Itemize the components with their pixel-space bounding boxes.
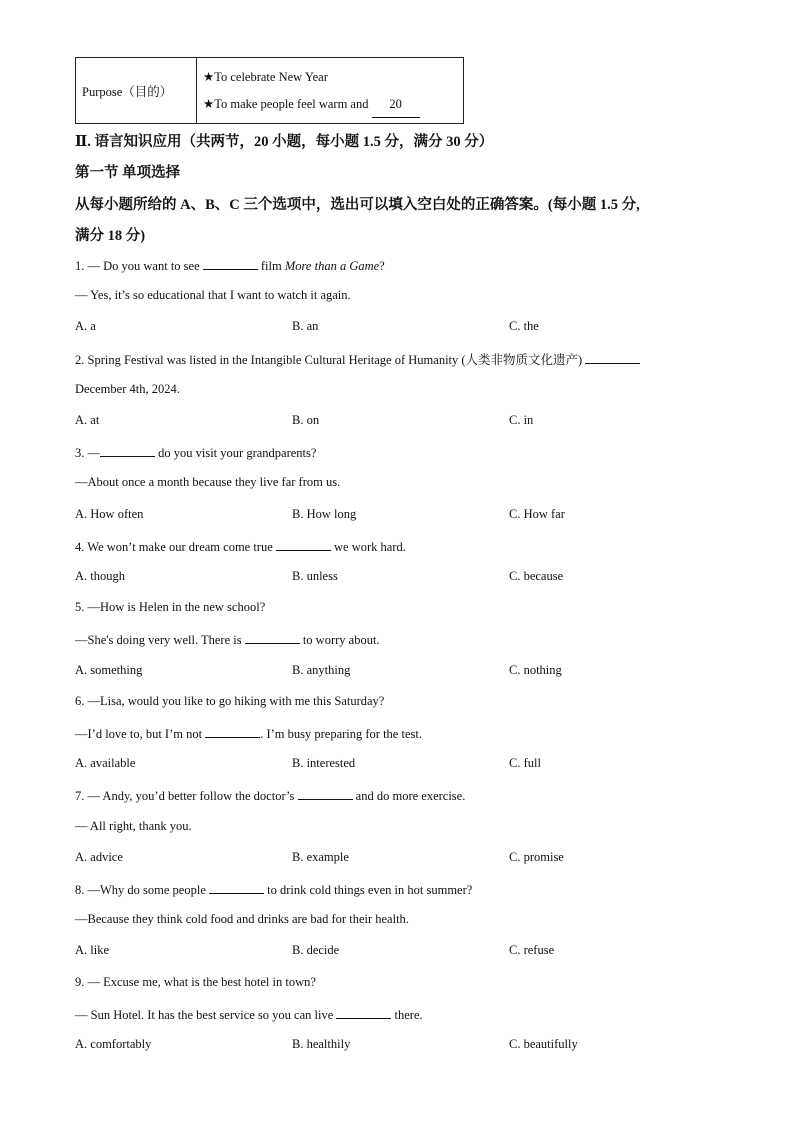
answer-blank xyxy=(100,444,155,457)
question-7-line-1 xyxy=(75,787,465,804)
question-8-line-1 xyxy=(75,881,472,898)
question-text: 4. We won’t make our dream come true xyxy=(75,540,276,554)
question-9-line-2 xyxy=(75,1006,423,1023)
purpose-line-2-text: ★To make people feel warm and xyxy=(203,97,372,111)
question-8-option-a: A. like xyxy=(75,943,110,957)
question-2-option-a: A. at xyxy=(75,413,100,427)
question-5-option-c: C. nothing xyxy=(509,663,562,677)
question-7-option-c: C. promise xyxy=(509,850,564,864)
question-1-line-1 xyxy=(75,257,385,274)
purpose-table xyxy=(75,57,464,124)
question-5-option-a: A. something xyxy=(75,663,143,677)
question-text: 1. — Do you want to see xyxy=(75,259,203,273)
question-6-option-b: B. interested xyxy=(292,756,356,770)
answer-blank xyxy=(585,351,640,364)
question-3-option-a: A. How often xyxy=(75,507,144,521)
question-6-option-c: C. full xyxy=(509,756,541,770)
question-7-line-2 xyxy=(75,819,192,834)
question-6-line-1 xyxy=(75,694,384,709)
question-text: — All right, thank you. xyxy=(75,819,192,833)
question-9-option-b: B. healthily xyxy=(292,1037,351,1051)
question-text: 7. — Andy, you’d better follow the doctor’s xyxy=(75,789,298,803)
film-title: More than a Game xyxy=(284,259,380,273)
blank-number: 20 xyxy=(389,97,402,111)
question-1-option-b: B. an xyxy=(292,319,319,333)
purpose-line-1: ★To celebrate New Year xyxy=(203,70,328,84)
question-2-option-b: B. on xyxy=(292,413,320,427)
question-1-option-a: A. a xyxy=(75,319,96,333)
answer-blank xyxy=(336,1006,391,1019)
question-text: and do more exercise. xyxy=(352,789,466,803)
question-text: —About once a month because they live far from us. xyxy=(75,475,341,489)
section-heading: Ⅱ. 语言知识应用（共两节，20 小题，每小题 1.5 分，满分 30 分） xyxy=(75,134,494,150)
question-text: ? xyxy=(379,259,385,273)
question-6-line-2 xyxy=(75,725,422,742)
question-text: to worry about. xyxy=(299,633,380,647)
question-2-line-2 xyxy=(75,382,180,397)
question-5-option-b: B. anything xyxy=(292,663,351,677)
question-text: film xyxy=(257,259,285,273)
purpose-line-2 xyxy=(203,91,457,118)
question-4-option-a: A. though xyxy=(75,569,125,583)
question-3-option-c: C. How far xyxy=(509,507,565,521)
answer-blank xyxy=(209,881,264,894)
answer-blank xyxy=(245,631,300,644)
purpose-label: Purpose（目的） xyxy=(76,58,197,124)
question-1-line-2 xyxy=(75,288,351,303)
question-9-line-1 xyxy=(75,975,316,990)
question-8-option-b: B. decide xyxy=(292,943,340,957)
question-8-option-c: C. refuse xyxy=(509,943,555,957)
question-text: December 4th, 2024. xyxy=(75,382,180,396)
question-5-line-1 xyxy=(75,600,265,615)
instruction-line-1: 从每小题所给的 A、B、C 三个选项中，选出可以填入空白处的正确答案。(每小题 1.5 分, xyxy=(75,197,640,213)
question-text: 6. —Lisa, would you like to go hiking with me this Saturday? xyxy=(75,694,385,708)
question-text: — Sun Hotel. It has the best service so you can live xyxy=(75,1008,337,1022)
answer-blank xyxy=(276,538,331,551)
question-text: to drink cold things even in hot summer? xyxy=(264,883,473,897)
question-9-option-a: A. comfortably xyxy=(75,1037,152,1051)
instruction-line-2: 满分 18 分) xyxy=(75,228,146,244)
answer-blank xyxy=(298,787,353,800)
question-5-line-2 xyxy=(75,631,380,648)
question-text: 9. — Excuse me, what is the best hotel in town? xyxy=(75,975,316,989)
question-2-line-1 xyxy=(75,350,640,368)
question-text: — Yes, it’s so educational that I want to watch it again. xyxy=(75,288,351,302)
purpose-content xyxy=(197,58,464,124)
question-3-option-b: B. How long xyxy=(292,507,357,521)
question-text: there. xyxy=(391,1008,423,1022)
answer-blank xyxy=(203,257,258,270)
question-9-option-c: C. beautifully xyxy=(509,1037,578,1051)
question-3-line-2 xyxy=(75,475,340,490)
question-text: —I’d love to, but I’m not xyxy=(75,727,206,741)
question-2-option-c: C. in xyxy=(509,413,534,427)
question-4-option-c: C. because xyxy=(509,569,564,583)
question-4-line-1 xyxy=(75,538,406,555)
subsection-title: 第一节 单项选择 xyxy=(75,165,181,181)
question-text: —Because they think cold food and drinks are bad for their health. xyxy=(75,912,409,926)
question-text: 3. — xyxy=(75,446,100,460)
question-text: 2. Spring Festival was listed in the Intangible Cultural Heritage of Humanity (人类非物质文化遗产) xyxy=(75,353,586,367)
question-text: we work hard. xyxy=(330,540,406,554)
question-7-option-a: A. advice xyxy=(75,850,123,864)
question-8-line-2 xyxy=(75,912,409,927)
question-4-option-b: B. unless xyxy=(292,569,338,583)
question-text: do you visit your grandparents? xyxy=(155,446,317,460)
question-6-option-a: A. available xyxy=(75,756,136,770)
question-3-line-1 xyxy=(75,444,316,461)
answer-blank xyxy=(205,725,260,738)
question-1-option-c: C. the xyxy=(509,319,539,333)
question-text: . I’m busy preparing for the test. xyxy=(260,727,422,741)
question-text: 8. —Why do some people xyxy=(75,883,210,897)
question-text: 5. —How is Helen in the new school? xyxy=(75,600,266,614)
question-7-option-b: B. example xyxy=(292,850,349,864)
question-text: —She's doing very well. There is xyxy=(75,633,245,647)
answer-blank-20 xyxy=(372,91,420,118)
